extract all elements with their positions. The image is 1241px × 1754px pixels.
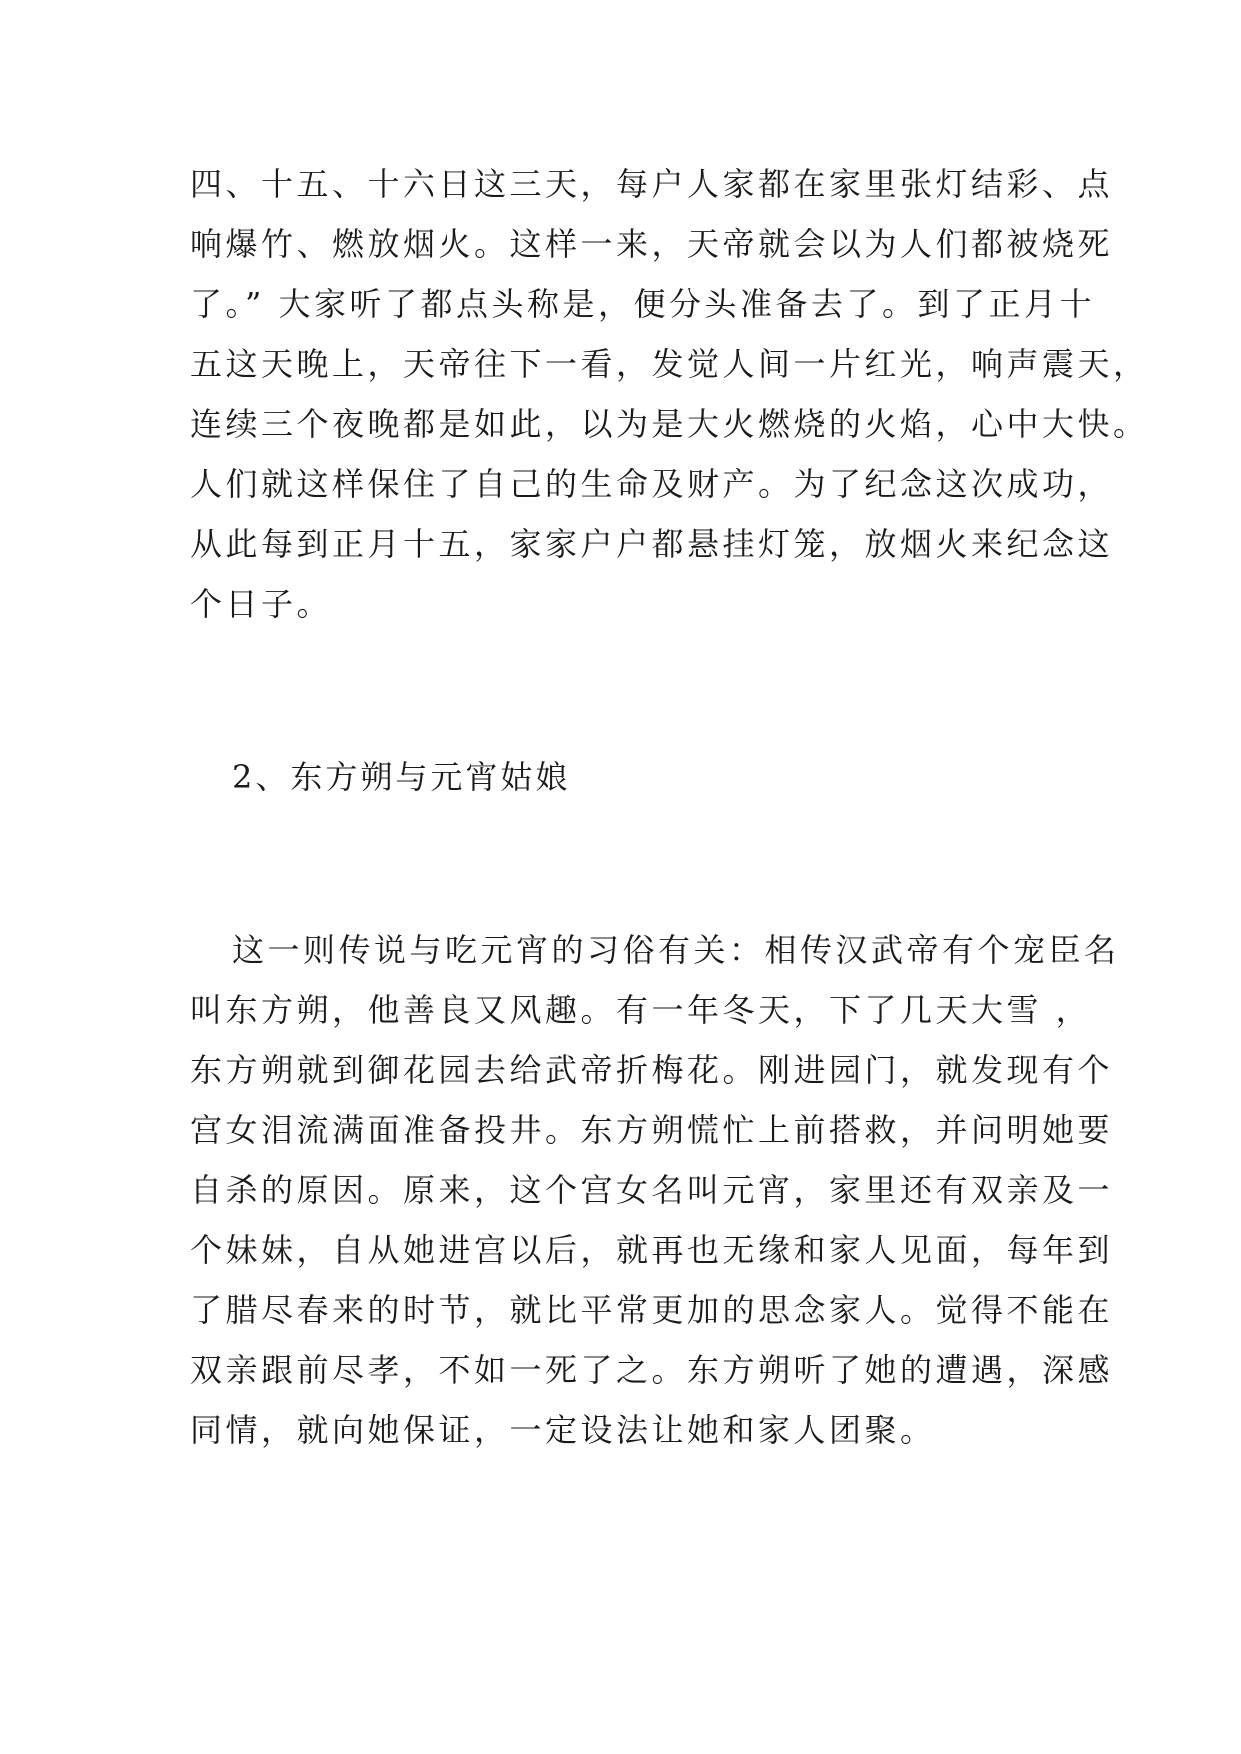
text-line: 双亲跟前尽孝，不如一死了之。东方朔听了她的遭遇，深感	[190, 1351, 1114, 1389]
text-line: 响爆竹、燃放烟火。这样一来，天帝就会以为人们都被烧死	[190, 225, 1114, 263]
text-line: 个妹妹，自从她进宫以后，就再也无缘和家人见面，每年到	[190, 1231, 1114, 1269]
text-line: 四、十五、十六日这三天，每户人家都在家里张灯结彩、点	[190, 165, 1114, 203]
text-line: 五这天晚上，天帝往下一看，发觉人间一片红光，响声震天，	[190, 345, 1149, 383]
text-line: 同情，就向她保证，一定设法让她和家人团聚。	[190, 1411, 936, 1449]
text-line: 东方朔就到御花园去给武帝折梅花。刚进园门，就发现有个	[190, 1051, 1114, 1089]
text-line: 宫女泪流满面准备投井。东方朔慌忙上前搭救，并问明她要	[190, 1111, 1114, 1149]
text-line: 这一则传说与吃元宵的习俗有关：相传汉武帝有个宠臣名	[232, 931, 1120, 969]
text-line: 个日子。	[190, 585, 333, 623]
text-line: 从此每到正月十五，家家户户都悬挂灯笼，放烟火来纪念这	[190, 525, 1114, 563]
text-line: 人们就这样保住了自己的生命及财产。为了纪念这次成功，	[190, 465, 1114, 503]
text-line: 叫东方朔，他善良又风趣。有一年冬天，下了几天大雪 ，	[190, 991, 1092, 1029]
text-line: 连续三个夜晚都是如此，以为是大火燃烧的火焰，心中大快。	[190, 405, 1149, 443]
section-heading: 2、东方朔与元宵姑娘	[232, 758, 571, 796]
text-line: 自杀的原因。原来，这个宫女名叫元宵，家里还有双亲及一	[190, 1171, 1114, 1209]
text-line: 了腊尽春来的时节，就比平常更加的思念家人。觉得不能在	[190, 1291, 1114, 1329]
text-line: 了。” 大家听了都点头称是，便分头准备去了。到了正月十	[190, 285, 1096, 323]
